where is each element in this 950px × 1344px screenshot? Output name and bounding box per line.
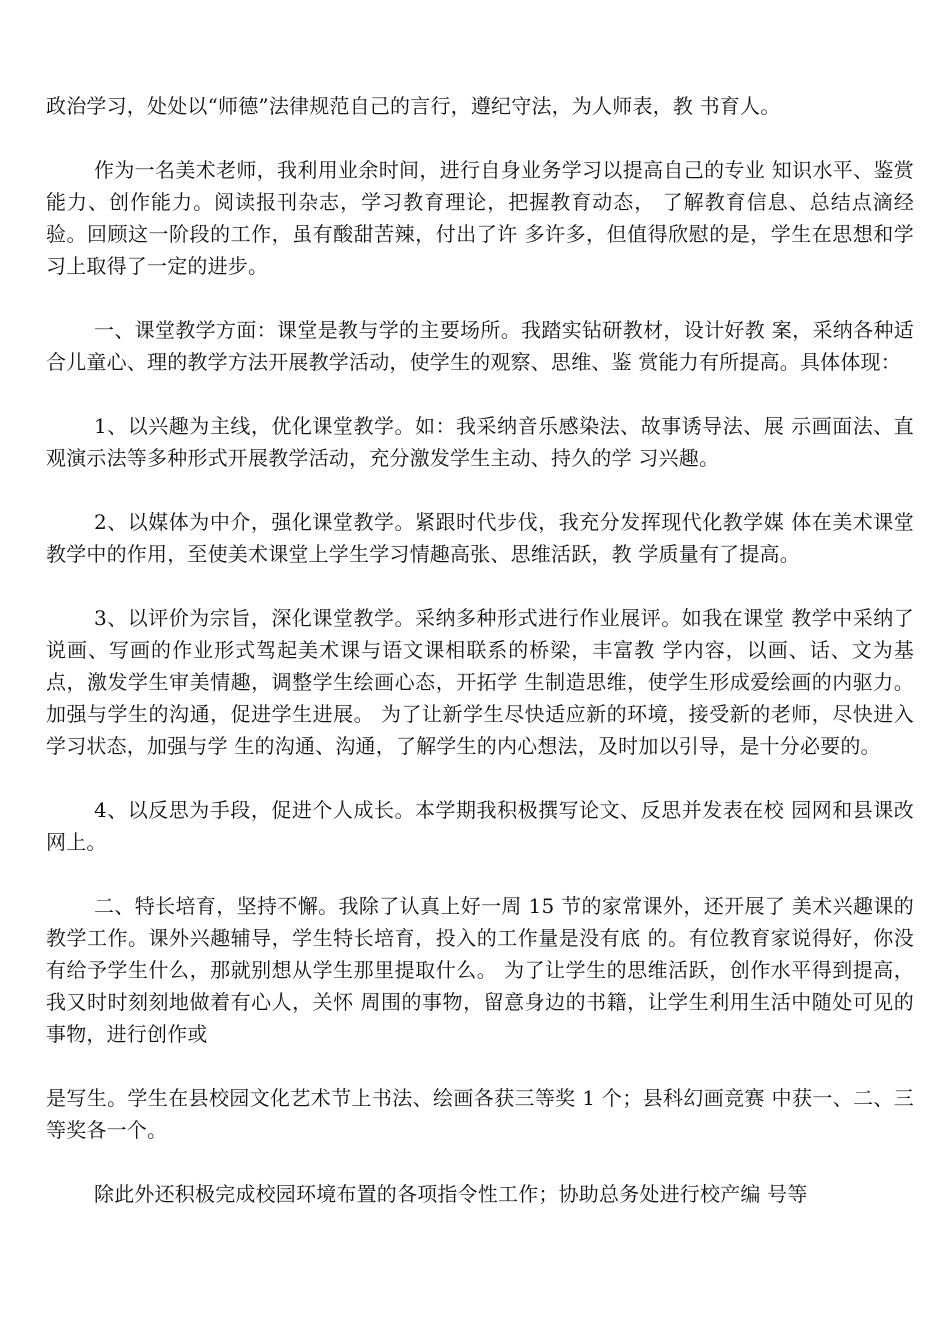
paragraph-specialty-training: 二、特长培育，坚持不懈。我除了认真上好一周 15 节的家常课外，还开展了 美术兴趣课的教学工作。课外兴趣辅导，学生特长培育，投入的工作量是没有底 的。有位教育家说得好，你没有给予学生什么，那就别想从学生那里提取什么。 为了让学生的思维活跃，创作水平得到提高，我又时时刻刻地做着有心人，关怀 周围的事物，留意身边的书籍，让学生利用生活中随处可见的事物，进行创作或: [46, 894, 914, 1046]
paragraph-point-2: 2、以媒体为中介，强化课堂教学。紧跟时代步伐，我充分发挥现代化教学媒 体在美术课堂教学中的作用，至使美术课堂上学生学习情趣高张、思维活跃，教 学质量有了提高。: [46, 510, 914, 566]
paragraph-classroom-teaching: 一、课堂教学方面：课堂是教与学的主要场所。我踏实钻研教材，设计好教 案，采纳各种适合儿童心、理的教学方法开展教学活动，使学生的观察、思维、鉴 赏能力有所提高。具体体现：: [46, 318, 914, 374]
paragraph-other-work: 除此外还积极完成校园环境布置的各项指令性工作；协助总务处进行校产编 号等: [94, 1182, 808, 1206]
paragraph-awards: 是写生。学生在县校园文化艺术节上书法、绘画各获三等奖 1 个；县科幻画竞赛 中获一、二、三等奖各一个。: [46, 1086, 914, 1142]
paragraph-self-study: 作为一名美术老师，我利用业余时间，进行自身业务学习以提高自己的专业 知识水平、鉴赏能力、创作能力。阅读报刊杂志，学习教育理论，把握教育动态， 了解教育信息、总结点滴经验。回顾这一阶段的工作，虽有酸甜苦辣，付出了许 多许多，但值得欣慰的是，学生在思想和学习上取得了一定的进步。: [46, 158, 914, 278]
paragraph-political-study: 政治学习，处处以“师德”法律规范自己的言行，遵纪守法，为人师表，教 书育人。: [46, 94, 781, 118]
paragraph-point-3: 3、以评价为宗旨，深化课堂教学。采纳多种形式进行作业展评。如我在课堂 教学中采纳了说画、写画的作业形式驾起美术课与语文课相联系的桥梁，丰富教 学内容，以画、话、文为基点，激发学生审美情趣，调整学生绘画心态，开拓学 生制造思维，使学生形成爱绘画的内驱力。加强与学生的沟通，促进学生进展。 为了让新学生尽快适应新的环境，接受新的老师，尽快进入学习状态，加强与学 生的沟通、沟通，了解学生的内心想法，及时加以引导，是十分必要的。: [46, 606, 914, 758]
paragraph-point-4: 4、以反思为手段，促进个人成长。本学期我积极撰写论文、反思并发表在校 园网和县课改网上。: [46, 798, 914, 854]
paragraph-point-1: 1、以兴趣为主线，优化课堂教学。如：我采纳音乐感染法、故事诱导法、展 示画面法、直观演示法等多种形式开展教学活动，充分激发学生主动、持久的学 习兴趣。: [46, 414, 914, 470]
